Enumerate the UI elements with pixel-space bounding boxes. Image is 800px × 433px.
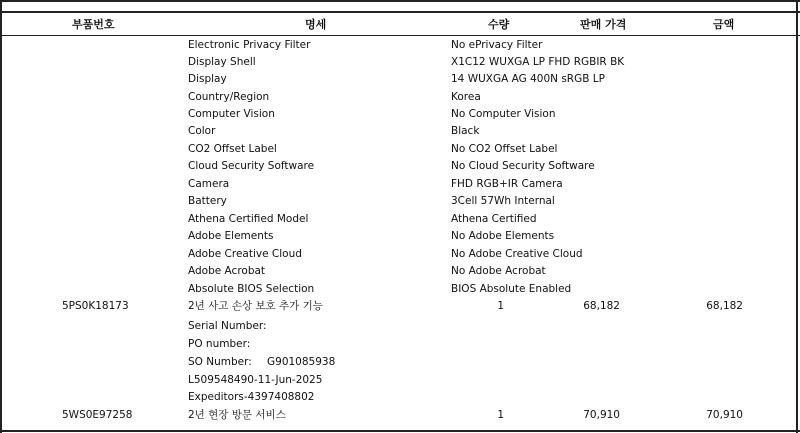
table-left-border (0, 0, 2, 433)
spec-value: No Adobe Creative Cloud (451, 248, 583, 260)
spec-value: No Adobe Elements (451, 230, 555, 242)
spec-label: Adobe Creative Cloud (188, 248, 302, 260)
spec-label: Battery (188, 195, 227, 207)
spec-label: Country/Region (188, 91, 270, 103)
item1-unit-price: 68,182 (583, 300, 620, 312)
header-part-number: 부품번호 (72, 18, 115, 31)
spec-value: X1C12 WUXGA LP FHD RGBIR BK (451, 56, 625, 68)
header-description: 명세 (305, 18, 327, 31)
spec-label: Cloud Security Software (188, 160, 315, 172)
spec-value: Athena Certified (451, 213, 537, 225)
spec-value: 14 WUXGA AG 400N sRGB LP (451, 73, 605, 85)
spec-label: Adobe Elements (188, 230, 274, 242)
header-top-border (0, 11, 800, 13)
table-top-border (0, 0, 800, 2)
item2-unit-price: 70,910 (583, 409, 620, 421)
item1-part-number: 5PS0K18173 (62, 300, 129, 312)
table-right-border (796, 0, 798, 433)
spec-label: Camera (188, 178, 230, 190)
table-bottom-border (0, 430, 800, 432)
spec-value: No Computer Vision (451, 108, 556, 120)
spec-value: Black (451, 125, 480, 137)
spec-value: FHD RGB+IR Camera (451, 178, 563, 190)
so-number-value: G901085938 (267, 356, 336, 368)
spec-value: No Cloud Security Software (451, 160, 595, 172)
header-amount: 금액 (713, 18, 735, 31)
note-line: L509548490-11-Jun-2025 (188, 374, 323, 386)
note-line: Expeditors-4397408802 (188, 391, 315, 403)
spec-value: No CO2 Offset Label (451, 143, 558, 155)
header-unit-price: 판매 가격 (580, 18, 627, 31)
serial-number-label: Serial Number: (188, 320, 267, 332)
spec-label: Adobe Acrobat (188, 265, 266, 277)
po-number-label: PO number: (188, 338, 251, 350)
spec-value: 3Cell 57Wh Internal (451, 195, 555, 207)
spec-value: BIOS Absolute Enabled (451, 283, 572, 295)
item2-part-number: 5WS0E97258 (62, 409, 133, 421)
header-quantity: 수량 (488, 18, 510, 31)
item1-amount: 68,182 (706, 300, 743, 312)
item2-quantity: 1 (497, 409, 504, 421)
spec-value: No Adobe Acrobat (451, 265, 546, 277)
header-bottom-border (0, 35, 800, 36)
so-number-label: SO Number: (188, 356, 252, 368)
spec-label: CO2 Offset Label (188, 143, 277, 155)
spec-label: Absolute BIOS Selection (188, 283, 315, 295)
spec-label: Electronic Privacy Filter (188, 39, 311, 51)
spec-label: Computer Vision (188, 108, 275, 120)
spec-label: Display Shell (188, 56, 256, 68)
spec-value: Korea (451, 91, 481, 103)
spec-label: Color (188, 125, 216, 137)
item2-amount: 70,910 (706, 409, 743, 421)
item1-description: 2년 사고 손상 보호 추가 기능 (188, 300, 323, 312)
spec-value: No ePrivacy Filter (451, 39, 543, 51)
spec-label: Display (188, 73, 227, 85)
item1-quantity: 1 (497, 300, 504, 312)
spec-label: Athena Certified Model (188, 213, 309, 225)
item2-description: 2년 현장 방문 서비스 (188, 409, 286, 421)
